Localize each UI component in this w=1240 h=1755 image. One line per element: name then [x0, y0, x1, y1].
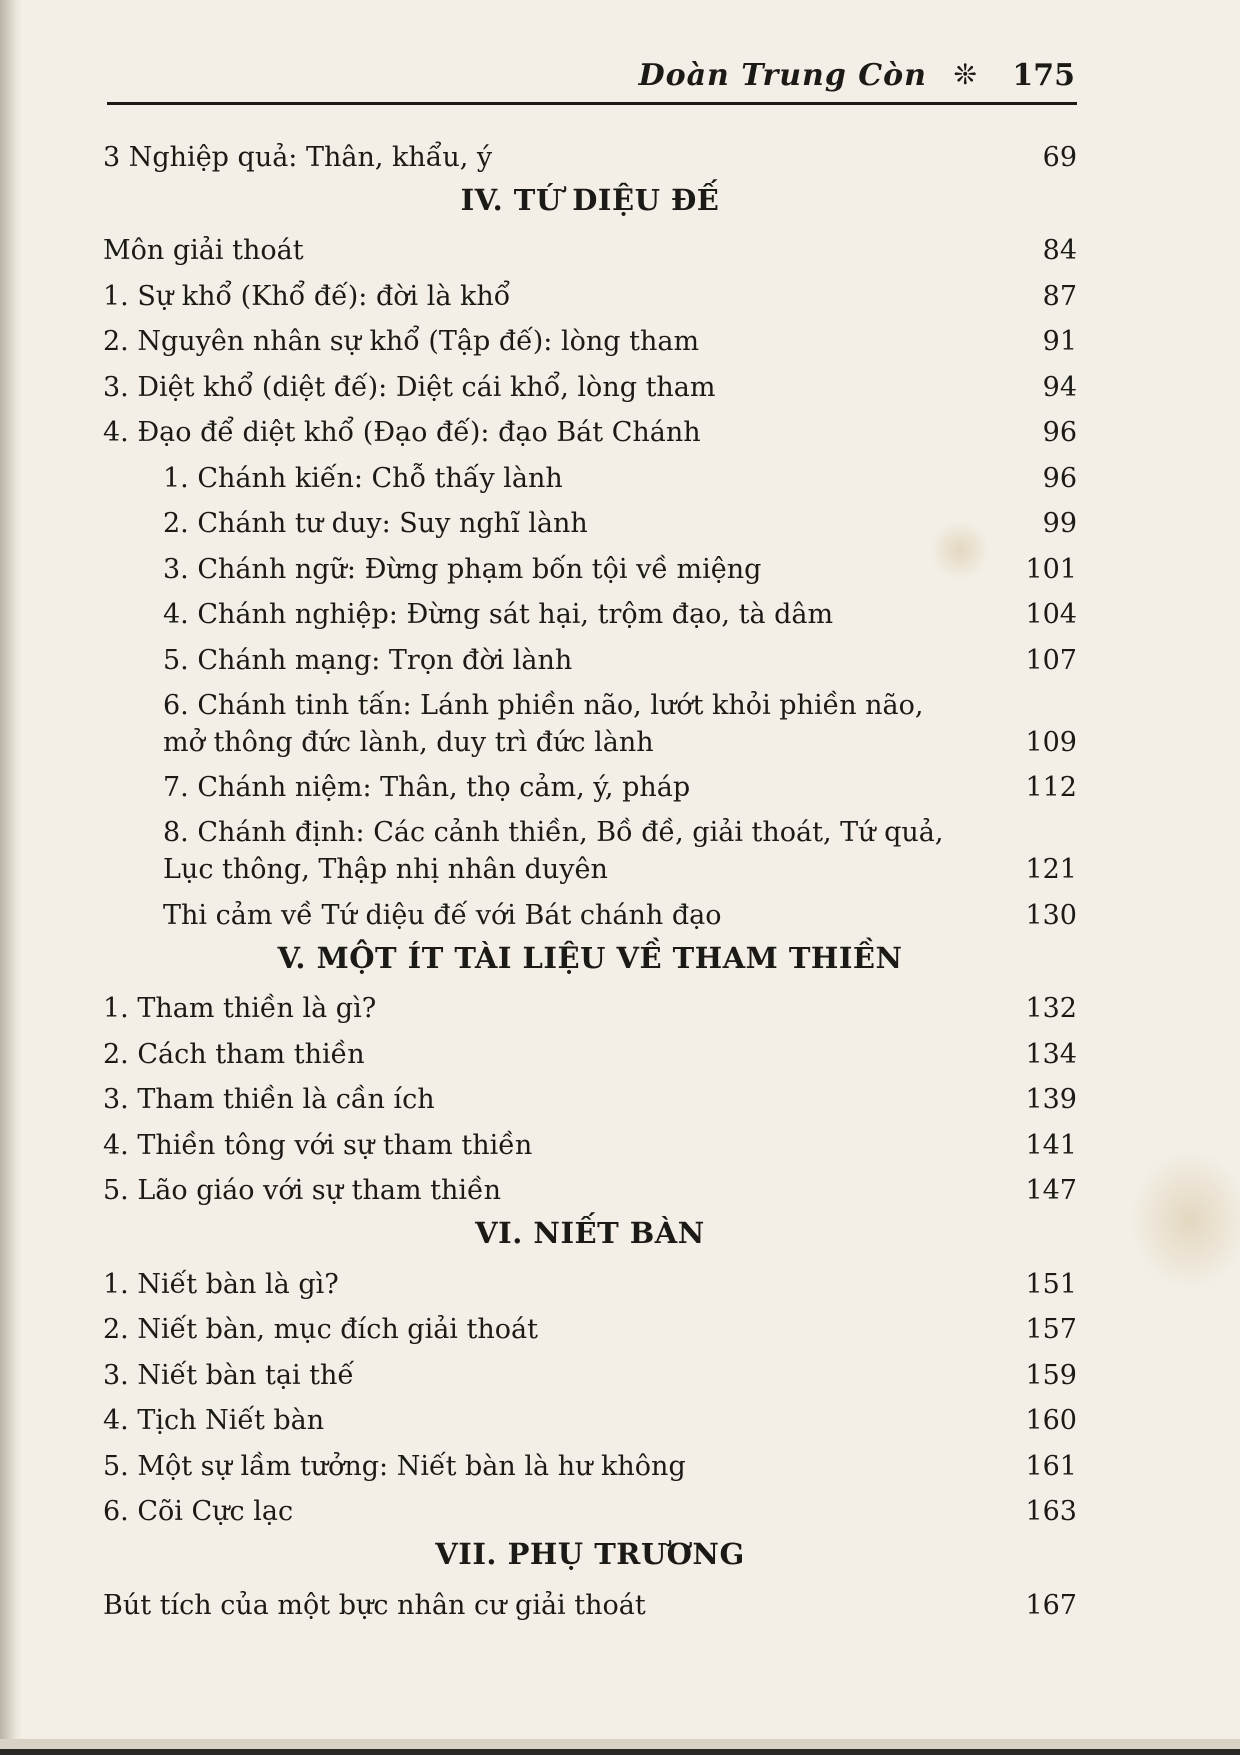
toc-entry-page: 84: [1042, 235, 1077, 266]
section-heading: V. MỘT ÍT TÀI LIỆU VỀ THAM THIỀN: [277, 940, 903, 975]
toc-entry: [103, 1073, 1077, 1119]
toc-entry: [103, 1578, 1077, 1624]
toc-entry-title: 5. Lão giáo với sự tham thiền: [103, 1175, 502, 1206]
toc-entry-title: 1. Sự khổ (Khổ đế): đời là khổ: [103, 280, 511, 312]
toc-entry-page: 109: [1025, 726, 1077, 758]
toc-entry-page: 87: [1042, 280, 1077, 312]
toc-entry-page: 134: [1025, 1038, 1077, 1070]
toc-entry-page: 107: [1025, 644, 1077, 676]
toc-entry-title: 1. Chánh kiến: Chỗ thấy lành: [163, 462, 563, 494]
toc-entry: [103, 224, 1077, 270]
toc-entry-title: 1. Niết bàn là gì?: [103, 1268, 339, 1300]
toc-entry-title: Thi cảm về Tứ diệu đế với Bát chánh đạo: [163, 899, 722, 931]
toc-entry: [103, 1164, 1077, 1210]
toc-entry-page: 94: [1042, 371, 1077, 403]
toc-entry-title: 3 Nghiệp quả: Thân, khẩu, ý: [103, 141, 493, 173]
toc-entry-title: 4. Tịch Niết bàn: [103, 1405, 325, 1436]
toc-entry: [103, 269, 1077, 315]
toc-entry-page: 167: [1025, 1589, 1077, 1621]
toc-entry-page: 130: [1025, 899, 1077, 931]
page-edge-shadow: [0, 0, 22, 1755]
toc-entry: [103, 1394, 1077, 1440]
toc-entry-page: 96: [1042, 462, 1077, 494]
ornament-icon: ❊: [953, 58, 977, 91]
toc-entry-page: 141: [1025, 1129, 1077, 1161]
toc-entry-title: 6. Cõi Cực lạc: [103, 1496, 294, 1527]
running-header: [107, 58, 1077, 105]
toc-entry: [103, 542, 1077, 588]
toc-entry-page: 91: [1042, 326, 1077, 357]
toc-entry-title: 2. Niết bàn, mục đích giải thoát: [103, 1314, 538, 1345]
toc-entry-title: 2. Chánh tư duy: Suy nghĩ lành: [163, 508, 588, 539]
toc-entry: [103, 1257, 1077, 1303]
toc-entry-page: 151: [1025, 1268, 1077, 1300]
page-bottom-edge: [0, 1739, 1240, 1755]
header-page-number: 175: [1012, 58, 1075, 93]
toc-entry: [103, 679, 1077, 761]
toc-entry: [103, 1485, 1077, 1531]
toc-entry-title: Bút tích của một bực nhân cư giải thoát: [103, 1589, 646, 1621]
toc-entry-page: 161: [1025, 1450, 1077, 1482]
table-of-contents: [103, 130, 1077, 1624]
toc-entry-title: 2. Cách tham thiền: [103, 1038, 365, 1070]
toc-entry-page: 69: [1042, 141, 1077, 173]
toc-entry: [103, 130, 1077, 176]
toc-entry: [103, 761, 1077, 807]
toc-entry: [103, 1348, 1077, 1394]
toc-entry-page: 163: [1025, 1496, 1077, 1527]
toc-entry-title: 3. Tham thiền là cần ích: [103, 1084, 435, 1115]
toc-entry-page: 139: [1025, 1084, 1077, 1115]
toc-entry: [103, 1303, 1077, 1349]
toc-entry-title: 3. Chánh ngữ: Đừng phạm bốn tội về miệng: [163, 553, 762, 585]
toc-entry: [103, 982, 1077, 1028]
toc-entry-title: 2. Nguyên nhân sự khổ (Tập đế): lòng tham: [103, 326, 700, 357]
toc-entry: [103, 1118, 1077, 1164]
toc-entry-page: 160: [1025, 1405, 1077, 1436]
toc-entry: [103, 806, 1077, 888]
toc-entry-page: 157: [1025, 1314, 1077, 1345]
paper-stain: [1130, 1150, 1240, 1290]
toc-entry-page: 132: [1025, 993, 1077, 1024]
toc-entry: [103, 1027, 1077, 1073]
header-author: Doàn Trung Còn: [638, 58, 927, 93]
toc-entry-title: 6. Chánh tinh tấn: Lánh phiền não, lướt khỏi phiền não, mở thông đức lành, duy trì đức lành: [163, 689, 924, 758]
toc-entry: [103, 315, 1077, 361]
toc-entry: [103, 888, 1077, 934]
toc-entry-title: 5. Chánh mạng: Trọn đời lành: [163, 644, 573, 676]
toc-entry: [103, 497, 1077, 543]
toc-entry-title: Môn giải thoát: [103, 235, 304, 266]
toc-entry-title: 5. Một sự lầm tưởng: Niết bàn là hư không: [103, 1450, 686, 1482]
toc-entry-title: 8. Chánh định: Các cảnh thiền, Bồ đề, giải thoát, Tứ quả, Lục thông, Thập nhị nhân duyên: [163, 817, 944, 885]
toc-entry: [103, 406, 1077, 452]
toc-entry-page: 96: [1042, 417, 1077, 448]
toc-entry: [103, 633, 1077, 679]
toc-entry-page: 121: [1025, 854, 1077, 885]
section-heading: VII. PHỤ TRƯƠNG: [435, 1537, 745, 1571]
toc-entry-page: 101: [1025, 553, 1077, 585]
toc-entry-title: 3. Niết bàn tại thế: [103, 1359, 355, 1391]
toc-entry-title: 4. Thiền tông với sự tham thiền: [103, 1129, 533, 1161]
toc-entry-page: 147: [1025, 1175, 1077, 1206]
toc-entry-title: 1. Tham thiền là gì?: [103, 993, 377, 1024]
toc-entry: [103, 588, 1077, 634]
toc-entry-page: 99: [1042, 508, 1077, 539]
toc-entry: [103, 1439, 1077, 1485]
toc-entry-title: 4. Đạo để diệt khổ (Đạo đế): đạo Bát Chánh: [103, 417, 701, 448]
toc-entry: [103, 360, 1077, 406]
toc-entry-title: 4. Chánh nghiệp: Đừng sát hại, trộm đạo, tà dâm: [163, 599, 834, 630]
toc-entry-title: 3. Diệt khổ (diệt đế): Diệt cái khổ, lòng tham: [103, 371, 716, 403]
toc-entry-page: 104: [1025, 599, 1077, 630]
toc-entry-page: 112: [1025, 772, 1077, 803]
section-heading: IV. TỨ DIỆU ĐẾ: [460, 182, 720, 217]
toc-entry-title: 7. Chánh niệm: Thân, thọ cảm, ý, pháp: [163, 772, 691, 803]
toc-entry: [103, 451, 1077, 497]
section-heading: VI. NIẾT BÀN: [475, 1216, 705, 1250]
toc-entry-page: 159: [1025, 1359, 1077, 1391]
